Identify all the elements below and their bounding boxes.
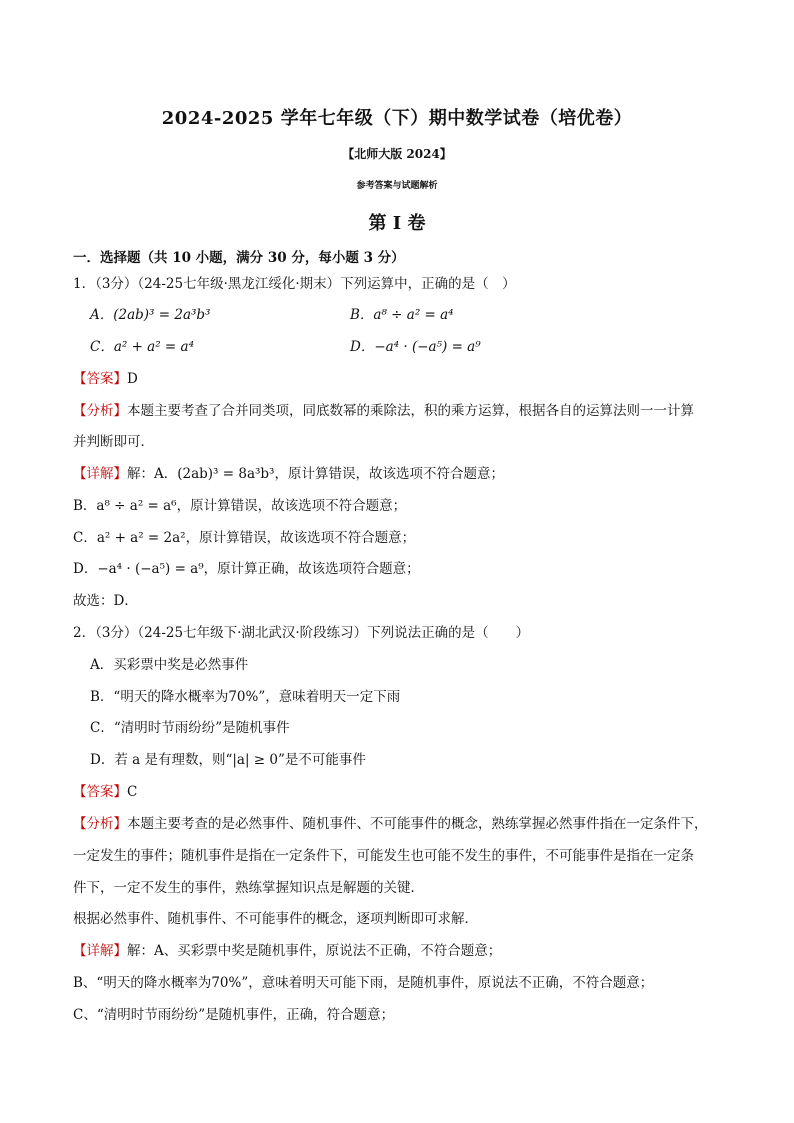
- q2-answer: [73, 780, 137, 800]
- q2-answer-value: C: [127, 784, 138, 800]
- q2-detail-1: 解：A、买彩票中奖是随机事件，原说法不正确，不符合题意；: [127, 943, 502, 959]
- volume-heading: 第 I 卷: [368, 213, 426, 234]
- analysis-tag: 【分析】: [73, 816, 127, 832]
- q2-analysis-text-2: 一定发生的事件；随机事件是指在一定条件下，可能发生也可能不发生的事件，不可能事件是指在一定条: [73, 848, 694, 864]
- q1-option-d: D．−a⁴ · (−a⁵) = a⁹: [350, 339, 481, 355]
- q1-detail: [73, 462, 504, 482]
- q1-detail-4: D．−a⁴ · (−a⁵) = a⁹，原计算正确，故该选项符合题意；: [73, 561, 420, 577]
- q2-option-d: D．若 a 是有理数，则“|a| ≥ 0”是不可能事件: [90, 752, 366, 768]
- q1-answer-value: D: [127, 371, 138, 387]
- section-heading: 一．选择题（共 10 小题，满分 30 分，每小题 3 分）: [73, 250, 405, 266]
- q2-option-b: B．“明天的降水概率为70%”，意味着明天一定下雨: [90, 689, 401, 705]
- q2-analysis-text-4: 根据必然事件、随机事件、不可能事件的概念，逐项判断即可求解．: [73, 911, 478, 927]
- q2-analysis-text-1: 本题主要考查的是必然事件、随机事件、不可能事件的概念，熟练掌握必然事件指在一定条件下，: [127, 816, 708, 832]
- answer-tag: 【答案】: [73, 784, 127, 800]
- q1-analysis-text-1: 本题主要考查了合并同类项，同底数幂的乘除法，积的乘方运算，根据各自的运算法则一一计算: [127, 403, 694, 419]
- q1-stem: 1．（3分）（24-25七年级·黑龙江绥化·期末）下列运算中，正确的是（ ）: [73, 276, 516, 292]
- q1-option-a: A．(2ab)³ = 2a³b³: [90, 307, 211, 323]
- q1-detail-3: C．a² + a² = 2a²，原计算错误，故该选项不符合题意；: [73, 530, 416, 546]
- analysis-tag: 【分析】: [73, 403, 127, 419]
- q2-detail-3: C、“清明时节雨纷纷”是随机事件，正确，符合题意；: [73, 1007, 395, 1023]
- answer-tag: 【答案】: [73, 371, 127, 387]
- edition-label: 【北师大版 2024】: [342, 147, 452, 161]
- q2-stem: 2．（3分）（24-25七年级下·湖北武汉·阶段练习）下列说法正确的是（ ）: [73, 625, 530, 641]
- q1-detail-1: 解：A．(2ab)³ = 8a³b³，原计算错误，故该选项不符合题意；: [127, 466, 504, 482]
- q1-detail-2: B．a⁸ ÷ a² = a⁶，原计算错误，故该选项不符合题意；: [73, 498, 407, 514]
- detail-tag: 【详解】: [73, 943, 127, 959]
- q2-option-c: C．“清明时节雨纷纷”是随机事件: [90, 720, 290, 736]
- q1-analysis-text-2: 并判断即可．: [73, 434, 154, 450]
- detail-tag: 【详解】: [73, 466, 127, 482]
- q1-answer: [73, 367, 138, 387]
- q2-option-a: A．买彩票中奖是必然事件: [90, 657, 249, 673]
- q2-analysis-text-3: 件下，一定不发生的事件，熟练掌握知识点是解题的关键．: [73, 880, 424, 896]
- q1-option-c: C．a² + a² = a⁴: [90, 339, 194, 355]
- q2-detail-2: B、“明天的降水概率为70%”，意味着明天可能下雨，是随机事件，原说法不正确，不符合题意；: [73, 975, 654, 991]
- q2-analysis: [73, 812, 708, 832]
- q2-detail: [73, 939, 501, 959]
- exam-title: 2024-2025 学年七年级（下）期中数学试卷（培优卷）: [161, 108, 633, 129]
- q1-analysis: [73, 399, 694, 419]
- q1-option-b: B．a⁸ ÷ a² = a⁴: [350, 307, 454, 323]
- answer-reference-label: 参考答案与试题解析: [356, 181, 438, 191]
- q1-conclusion: 故选：D．: [73, 593, 138, 609]
